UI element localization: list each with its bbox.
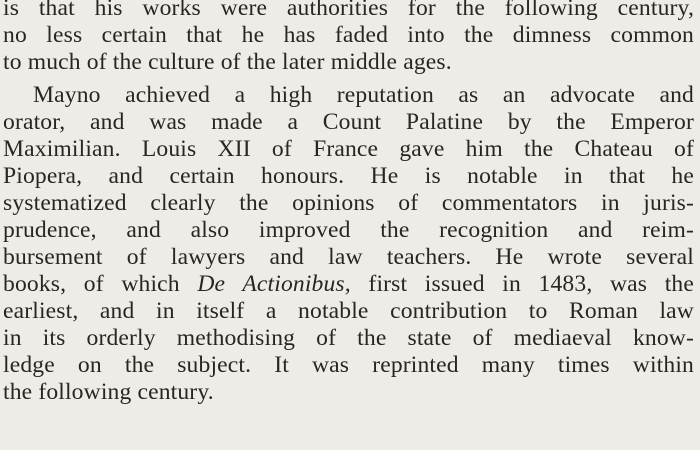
text-line-14: ledge on the subject. It was reprinted many times within <box>3 352 694 378</box>
text-line-11 <box>3 271 694 298</box>
text-line-3: to much of the culture of the later middle ages. <box>3 49 452 75</box>
text-line-11-after: first issued in 1483, was the <box>350 271 695 297</box>
book-title-italic: De Actionibus, <box>197 271 351 297</box>
text-line-1: is that his works were authorities for the following century, <box>3 0 694 21</box>
text-line-4: Mayno achieved a high reputation as an advocate and <box>33 82 694 108</box>
text-line-6: Maximilian. Louis XII of France gave him the Chateau of <box>3 136 694 162</box>
text-line-7: Piopera, and certain honours. He is notable in that he <box>3 163 694 189</box>
text-line-9: prudence, and also improved the recognition and reim- <box>3 217 694 243</box>
text-line-5: orator, and was made a Count Palatine by the Emperor <box>3 109 694 135</box>
text-line-10: bursement of lawyers and law teachers. He wrote several <box>3 244 694 270</box>
text-line-2: no less certain that he has faded into the dimness common <box>3 22 694 48</box>
text-line-11-before: books, of which <box>3 271 198 297</box>
text-line-12: earliest, and in itself a notable contribution to Roman law <box>3 298 694 324</box>
text-line-15: the following century. <box>3 379 214 405</box>
text-line-13: in its orderly methodising of the state of mediaeval know- <box>3 325 694 351</box>
text-line-8: systematized clearly the opinions of commentators in juris- <box>3 190 694 216</box>
